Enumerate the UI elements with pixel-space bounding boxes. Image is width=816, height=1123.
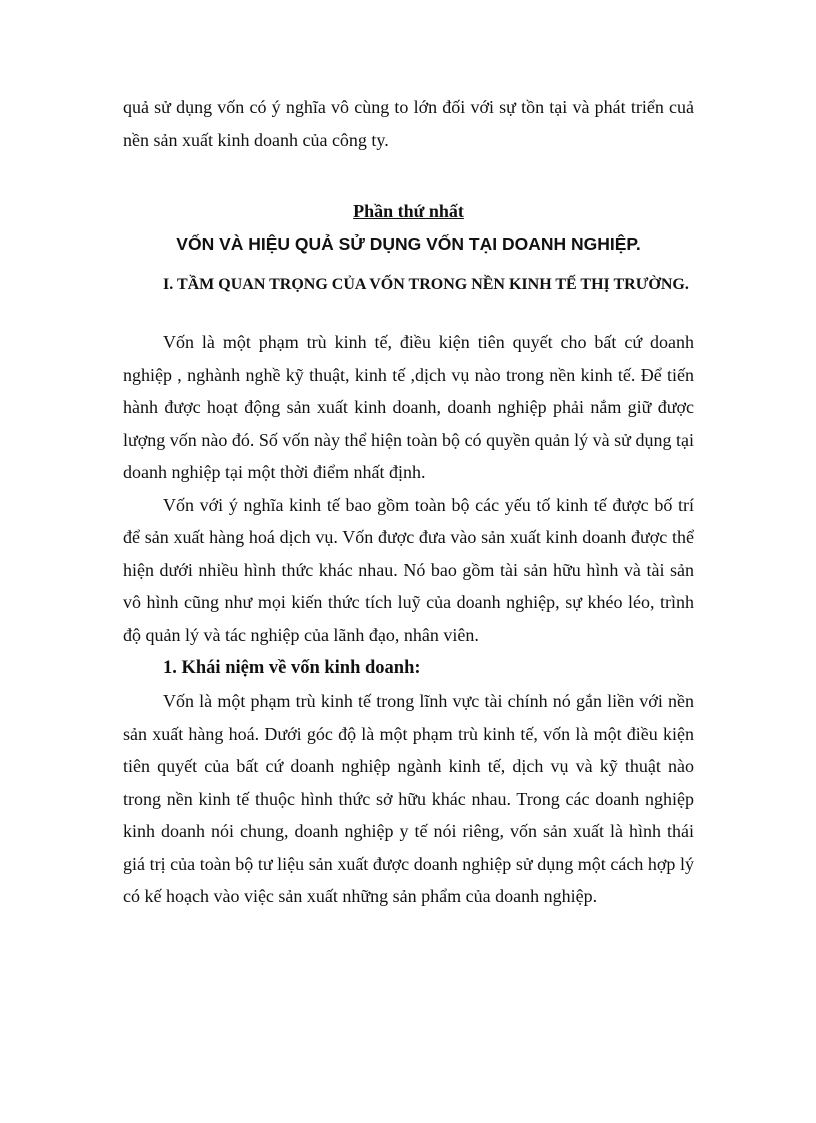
subsection-paragraph: Vốn là một phạm trù kinh tế trong lĩnh vực tài chính nó gắn liền với nền sản xuất hàng hoá. Dưới góc độ là một phạm trù kinh tế, vốn là một điều kiện tiên quyết của bất cứ doanh nghiệp ngành kinh tế, dịch vụ và kỹ thuật nào trong nền kinh tế thuộc hình thức sở hữu khác nhau. Trong các doanh nghiệp kinh doanh nói chung, doanh nghiệp y tế nói riêng, vốn sản xuất là hình thái giá trị của toàn bộ tư liệu sản xuất được doanh nghiệp sử dụng một cách hợp lý có kế hoạch vào việc sản xuất những sản phẩm của doanh nghiệp. xyxy=(123,691,694,906)
main-title: VỐN VÀ HIỆU QUẢ SỬ DỤNG VỐN TẠI DOANH NGHIỆP. xyxy=(176,234,641,254)
body-paragraph-1: Vốn là một phạm trù kinh tế, điều kiện tiên quyết cho bất cứ doanh nghiệp , nghành nghề kỹ thuật, kinh tế ,dịch vụ nào trong nền kinh tế. Để tiến hành được hoạt động sản xuất kinh doanh, doanh nghiệp phải nắm giữ được lượng vốn nào đó. Số vốn này thể hiện toàn bộ có quyền quản lý và sử dụng tại doanh nghiệp tại một thời điểm nhất định. xyxy=(123,332,694,482)
body-paragraph-2: Vốn với ý nghĩa kinh tế bao gồm toàn bộ các yếu tố kinh tế được bố trí để sản xuất hàng hoá dịch vụ. Vốn được đưa vào sản xuất kinh doanh được thể hiện dưới nhiều hình thức khác nhau. Nó bao gồm tài sản hữu hình và tài sản vô hình cũng như mọi kiến thức tích luỹ của doanh nghiệp, sự khéo léo, trình độ quản lý và tác nghiệp của lãnh đạo, nhân viên. xyxy=(123,494,694,645)
section-heading: I. TẦM QUAN TRỌNG CỦA VỐN TRONG NỀN KINH TẾ THỊ TRƯỜNG. xyxy=(163,276,689,293)
intro-paragraph: quả sử dụng vốn có ý nghĩa vô cùng to lớn đối với sự tồn tại và phát triển cuả nền sản xuất kinh doanh của công ty. xyxy=(123,97,694,150)
part-title: Phần thứ nhất xyxy=(353,201,464,221)
subsection-heading: 1. Khái niệm về vốn kinh doanh: xyxy=(163,658,421,678)
body-block xyxy=(123,326,694,913)
